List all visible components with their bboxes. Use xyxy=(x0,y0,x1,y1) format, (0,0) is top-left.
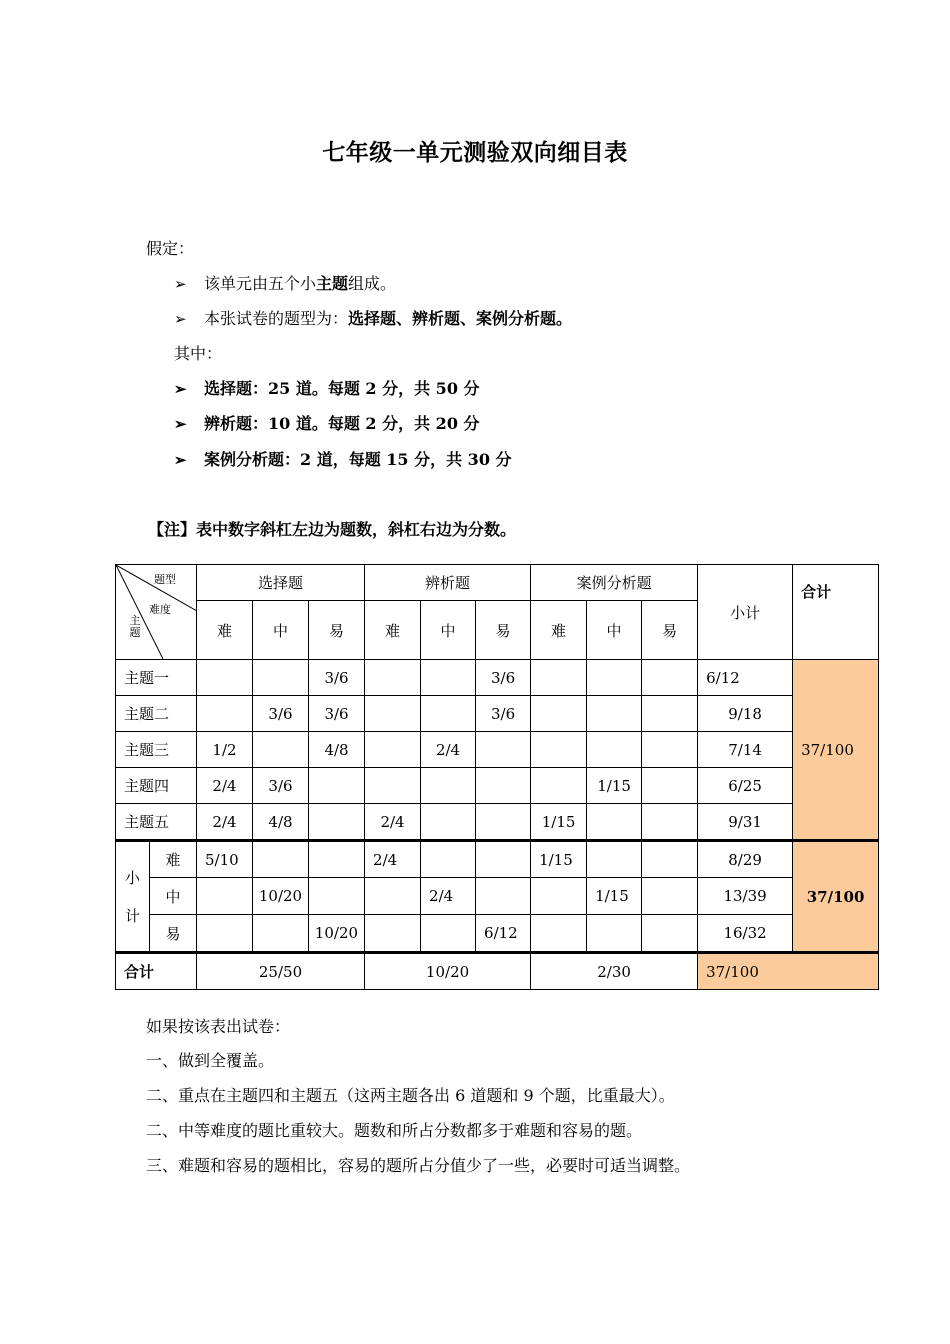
total-header: 合计 xyxy=(793,565,879,660)
table-cell: 2/4 xyxy=(197,804,253,841)
table-cell xyxy=(365,878,421,915)
table-cell xyxy=(531,878,587,915)
header-row-types xyxy=(116,565,879,601)
level-row xyxy=(116,841,879,878)
subtotal-cell: 6/12 xyxy=(698,660,793,696)
among-label: 其中： xyxy=(174,344,223,363)
arrow-bullet-icon: ➢ xyxy=(174,451,187,469)
table-cell: 3/6 xyxy=(309,696,365,732)
level-header: 中 xyxy=(253,601,309,660)
levels-total-cell: 37/100 xyxy=(793,841,879,953)
level-header: 易 xyxy=(309,601,365,660)
level-row xyxy=(116,915,879,953)
table-cell xyxy=(365,696,421,732)
table-cell xyxy=(531,732,587,768)
table-cell xyxy=(309,768,365,804)
table-cell xyxy=(309,878,365,915)
table-cell: 1/15 xyxy=(531,841,587,878)
footer-point-3: 二、中等难度的题比重较大。题数和所占分数都多于难题和容易的题。 xyxy=(146,1121,643,1140)
table-cell xyxy=(587,732,642,768)
page-title: 七年级一单元测验双向细目表 xyxy=(322,140,628,166)
table-cell xyxy=(642,841,698,878)
table-cell: 1/15 xyxy=(587,768,642,804)
table-cell xyxy=(476,732,531,768)
table-cell: 2/4 xyxy=(365,841,421,878)
level-header: 易 xyxy=(642,601,698,660)
diag-type-label: 题型 xyxy=(154,573,176,586)
table-cell xyxy=(197,696,253,732)
level-header: 中 xyxy=(421,601,476,660)
table-cell: 5/10 xyxy=(197,841,253,878)
level-row xyxy=(116,878,879,915)
grand-total-cell: 37/100 xyxy=(698,953,879,990)
table-cell xyxy=(421,804,476,841)
table-cell xyxy=(642,915,698,953)
table-cell xyxy=(587,841,642,878)
sum-cell: 2/30 xyxy=(531,953,698,990)
subtotal-cell: 13/39 xyxy=(698,878,793,915)
table-cell xyxy=(309,841,365,878)
table-cell: 10/20 xyxy=(253,878,309,915)
footer-point-2: 二、重点在主题四和主题五（这两主题各出 6 道题和 9 个题，比重最大）。 xyxy=(146,1086,675,1105)
table-cell xyxy=(421,696,476,732)
table-cell xyxy=(476,768,531,804)
table-cell xyxy=(253,732,309,768)
table-cell xyxy=(531,915,587,953)
type-header: 辨析题 xyxy=(365,565,531,601)
table-cell xyxy=(365,915,421,953)
subtotal-cell: 9/18 xyxy=(698,696,793,732)
subtotal-side-label: 小 计 xyxy=(116,841,150,953)
table-cell: 4/8 xyxy=(309,732,365,768)
level-name: 中 xyxy=(150,878,197,915)
table-cell: 10/20 xyxy=(309,915,365,953)
table-cell xyxy=(421,915,476,953)
arrow-bullet-icon: ➢ xyxy=(174,275,187,293)
topics-total-cell: 37/100 xyxy=(793,660,879,841)
table-cell xyxy=(253,915,309,953)
topic-name: 主题三 xyxy=(116,732,197,768)
sum-cell: 10/20 xyxy=(365,953,531,990)
topic-name: 主题四 xyxy=(116,768,197,804)
table-cell xyxy=(587,660,642,696)
bullet-3: ➢ 选择题：25 道。每题 2 分，共 50 分 xyxy=(174,379,480,398)
table-cell xyxy=(642,768,698,804)
topic-name: 主题二 xyxy=(116,696,197,732)
table-cell xyxy=(587,696,642,732)
topic-row xyxy=(116,804,879,841)
topic-row xyxy=(116,732,879,768)
table-cell: 3/6 xyxy=(309,660,365,696)
table-cell xyxy=(476,841,531,878)
level-header: 难 xyxy=(365,601,421,660)
table-cell: 1/15 xyxy=(587,878,642,915)
table-cell xyxy=(642,804,698,841)
assumption-label: 假定： xyxy=(146,239,195,258)
level-name: 难 xyxy=(150,841,197,878)
table-cell xyxy=(365,660,421,696)
table-cell xyxy=(309,804,365,841)
subtotal-cell: 8/29 xyxy=(698,841,793,878)
topic-row xyxy=(116,696,879,732)
arrow-bullet-icon: ➢ xyxy=(174,380,187,398)
table-cell xyxy=(642,660,698,696)
table-cell xyxy=(197,915,253,953)
footer-point-1: 一、做到全覆盖。 xyxy=(146,1051,275,1070)
table-cell: 2/4 xyxy=(365,804,421,841)
table-cell: 3/6 xyxy=(253,768,309,804)
footer-point-4: 三、难题和容易的题相比，容易的题所占分值少了一些，必要时可适当调整。 xyxy=(146,1156,691,1175)
diag-topic-label: 主题 xyxy=(129,614,141,639)
subtotal-cell: 9/31 xyxy=(698,804,793,841)
topic-name: 主题一 xyxy=(116,660,197,696)
arrow-bullet-icon: ➢ xyxy=(174,415,187,433)
topic-name: 主题五 xyxy=(116,804,197,841)
level-header: 中 xyxy=(587,601,642,660)
table-cell xyxy=(476,804,531,841)
table-cell xyxy=(587,804,642,841)
table-cell: 6/12 xyxy=(476,915,531,953)
table-cell: 1/15 xyxy=(531,804,587,841)
table-cell xyxy=(642,878,698,915)
table-cell xyxy=(531,768,587,804)
topic-row xyxy=(116,660,879,696)
table-cell xyxy=(421,660,476,696)
table-cell xyxy=(531,696,587,732)
table-cell xyxy=(421,841,476,878)
two-way-spec-table xyxy=(115,564,879,990)
subtotal-header: 小计 xyxy=(698,565,793,660)
type-header: 选择题 xyxy=(197,565,365,601)
table-note: 【注】表中数字斜杠左边为题数，斜杠右边为分数。 xyxy=(148,520,517,539)
level-header: 难 xyxy=(197,601,253,660)
table-cell xyxy=(253,841,309,878)
table-cell: 3/6 xyxy=(476,696,531,732)
table-cell xyxy=(587,915,642,953)
sum-cell: 25/50 xyxy=(197,953,365,990)
table-cell: 3/6 xyxy=(476,660,531,696)
sum-label: 合计 xyxy=(116,953,197,990)
table-cell xyxy=(365,732,421,768)
table-cell: 2/4 xyxy=(421,878,476,915)
table-cell xyxy=(531,660,587,696)
subtotal-cell: 6/25 xyxy=(698,768,793,804)
sum-row xyxy=(116,953,879,990)
table-cell: 2/4 xyxy=(421,732,476,768)
level-header: 难 xyxy=(531,601,587,660)
footer-intro: 如果按该表出试卷： xyxy=(146,1017,291,1036)
table-cell xyxy=(642,696,698,732)
diag-difficulty-label: 难度 xyxy=(149,603,171,616)
table-cell: 1/2 xyxy=(197,732,253,768)
table-cell xyxy=(365,768,421,804)
table-cell xyxy=(421,768,476,804)
table-cell xyxy=(476,878,531,915)
arrow-bullet-icon: ➢ xyxy=(174,310,187,328)
table-cell xyxy=(197,878,253,915)
type-header: 案例分析题 xyxy=(531,565,698,601)
level-header: 易 xyxy=(476,601,531,660)
table-cell: 4/8 xyxy=(253,804,309,841)
table-cell xyxy=(253,660,309,696)
bullet-2: ➢ 本张试卷的题型为：选择题、辨析题、案例分析题。 xyxy=(174,309,573,328)
subtotal-cell: 7/14 xyxy=(698,732,793,768)
bullet-4: ➢ 辨析题：10 道。每题 2 分，共 20 分 xyxy=(174,414,480,433)
diagonal-header-cell xyxy=(116,565,197,660)
level-name: 易 xyxy=(150,915,197,953)
table-cell xyxy=(642,732,698,768)
bullet-1: ➢ 该单元由五个小主题组成。 xyxy=(174,274,397,293)
table-cell: 2/4 xyxy=(197,768,253,804)
table-cell xyxy=(197,660,253,696)
topic-row xyxy=(116,768,879,804)
bullet-5: ➢ 案例分析题：2 道，每题 15 分，共 30 分 xyxy=(174,450,512,469)
table-cell: 3/6 xyxy=(253,696,309,732)
subtotal-cell: 16/32 xyxy=(698,915,793,953)
